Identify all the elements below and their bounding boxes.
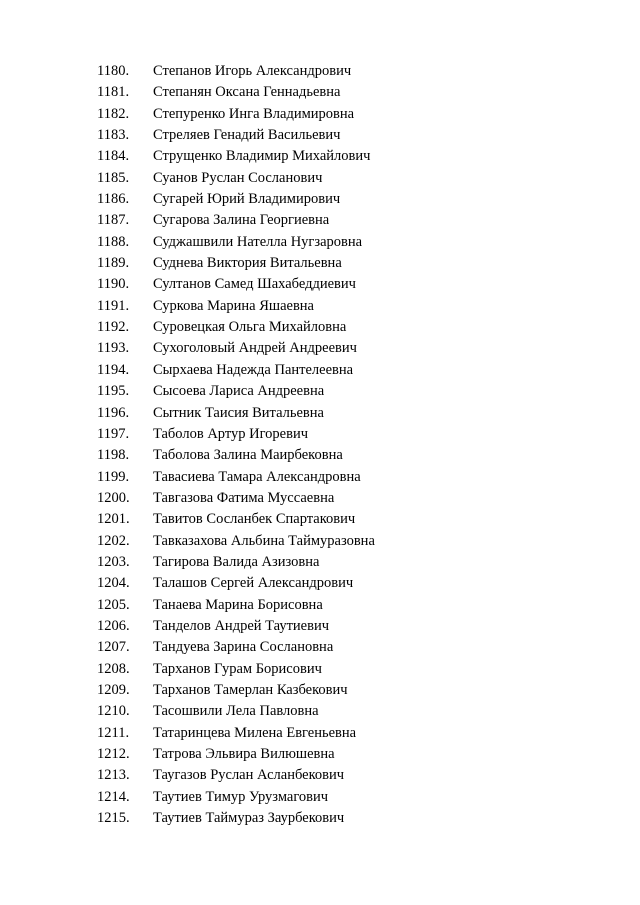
list-item (97, 168, 375, 189)
entry-name: Тарханов Гурам Борисович (153, 660, 322, 677)
entry-number: 1182. (97, 105, 130, 122)
entry-name: Тасошвили Лела Павловна (153, 703, 319, 720)
entry-name: Талашов Сергей Александрович (153, 575, 354, 592)
entry-name: Суджашвили Нателла Нугзаровна (153, 233, 363, 250)
entry-name: Суднева Виктория Витальевна (153, 255, 342, 272)
list-item (97, 424, 375, 445)
entry-number: 1186. (97, 191, 130, 208)
entry-name: Суанов Руслан Сосланович (153, 169, 323, 186)
list-item (97, 210, 375, 231)
entry-number: 1184. (97, 148, 130, 165)
entry-number: 1180. (97, 63, 130, 79)
entry-name: Танделов Андрей Таутиевич (153, 617, 330, 634)
entry-number: 1210. (97, 703, 130, 720)
list-item (97, 531, 375, 552)
list-item (97, 616, 375, 637)
entry-number: 1181. (97, 84, 130, 101)
list-item (97, 701, 375, 722)
entry-number: 1197. (97, 425, 130, 442)
entry-name: Султанов Самед Шахабеддиевич (153, 276, 356, 293)
entry-number: 1215. (97, 810, 130, 827)
list-item (97, 659, 375, 680)
entry-number: 1211. (97, 724, 130, 741)
entry-name: Сысоева Лариса Андреевна (153, 383, 325, 400)
list-item (97, 274, 375, 295)
entry-number: 1208. (97, 660, 130, 677)
list-item (97, 723, 375, 744)
entry-name: Татаринцева Милена Евгеньевна (153, 724, 357, 741)
list-item (97, 808, 375, 829)
entry-name: Тарханов Тамерлан Казбекович (153, 681, 348, 698)
entry-name: Тандуева Зарина Сослановна (153, 639, 334, 656)
entry-name: Сугарей Юрий Владимирович (153, 191, 341, 208)
entry-name: Сугарова Залина Георгиевна (153, 212, 330, 229)
entry-name: Тавасиева Тамара Александровна (153, 468, 361, 485)
name-list (97, 61, 375, 829)
entry-name: Тавгазова Фатима Муссаевна (153, 489, 335, 506)
list-item (97, 125, 375, 146)
list-item (97, 104, 375, 125)
entry-number: 1200. (97, 489, 130, 506)
list-item (97, 61, 375, 82)
entry-number: 1183. (97, 127, 130, 144)
entry-name: Таутиев Таймураз Заурбекович (153, 810, 345, 827)
entry-number: 1207. (97, 639, 130, 656)
entry-name: Степанов Игорь Александрович (153, 63, 352, 79)
list-item (97, 296, 375, 317)
entry-number: 1206. (97, 617, 130, 634)
entry-name: Стреляев Генадий Васильевич (153, 127, 341, 144)
entry-name: Сухоголовый Андрей Андреевич (153, 340, 357, 357)
entry-name: Таболов Артур Игоревич (153, 425, 309, 442)
list-item (97, 595, 375, 616)
entry-number: 1214. (97, 788, 130, 805)
entry-number: 1187. (97, 212, 130, 229)
entry-name: Струщенко Владимир Михайлович (153, 148, 371, 165)
list-item (97, 189, 375, 210)
entry-name: Таболова Залина Маирбековна (153, 447, 343, 464)
entry-number: 1189. (97, 255, 130, 272)
entry-name: Сытник Таисия Витальевна (153, 404, 324, 421)
entry-number: 1185. (97, 169, 130, 186)
entry-name: Танаева Марина Борисовна (153, 596, 323, 613)
entry-number: 1198. (97, 447, 130, 464)
entry-name: Тавказахова Альбина Таймуразовна (153, 532, 375, 549)
list-item (97, 765, 375, 786)
entry-number: 1188. (97, 233, 130, 250)
entry-number: 1204. (97, 575, 130, 592)
list-item (97, 232, 375, 253)
entry-number: 1194. (97, 361, 130, 378)
entry-name: Тавитов Сосланбек Спартакович (153, 511, 356, 528)
list-item (97, 146, 375, 167)
entry-name: Таугазов Руслан Асланбекович (153, 767, 345, 784)
entry-name: Сырхаева Надежда Пантелеевна (153, 361, 354, 378)
entry-number: 1191. (97, 297, 130, 314)
list-item (97, 253, 375, 274)
list-item (97, 509, 375, 530)
entry-number: 1192. (97, 319, 130, 336)
entry-name: Степанян Оксана Геннадьевна (153, 84, 341, 101)
list-item (97, 573, 375, 594)
entry-number: 1203. (97, 553, 130, 570)
entry-number: 1202. (97, 532, 130, 549)
entry-number: 1201. (97, 511, 130, 528)
list-item (97, 360, 375, 381)
entry-name: Татрова Эльвира Вилюшевна (153, 746, 335, 762)
list-item (97, 744, 375, 765)
list-item (97, 637, 375, 658)
list-item (97, 317, 375, 338)
list-item (97, 445, 375, 466)
list-item (97, 488, 375, 509)
entry-number: 1190. (97, 276, 130, 293)
list-item (97, 381, 375, 402)
entry-number: 1195. (97, 383, 130, 400)
entry-number: 1196. (97, 404, 130, 421)
list-item (97, 82, 375, 103)
entry-name: Таутиев Тимур Урузмагович (153, 788, 329, 805)
list-item (97, 338, 375, 359)
list-item (97, 552, 375, 573)
entry-number: 1212. (97, 746, 130, 762)
entry-number: 1209. (97, 681, 130, 698)
entry-name: Степуренко Инга Владимировна (153, 105, 355, 122)
entry-number: 1213. (97, 767, 130, 784)
entry-number: 1205. (97, 596, 130, 613)
list-item (97, 787, 375, 808)
entry-name: Суркова Марина Яшаевна (153, 297, 314, 314)
entry-number: 1193. (97, 340, 130, 357)
entry-name: Тагирова Валида Азизовна (153, 553, 320, 570)
list-item (97, 403, 375, 424)
entry-name: Суровецкая Ольга Михайловна (153, 319, 347, 336)
list-item (97, 680, 375, 701)
entry-number: 1199. (97, 468, 130, 485)
list-item (97, 467, 375, 488)
